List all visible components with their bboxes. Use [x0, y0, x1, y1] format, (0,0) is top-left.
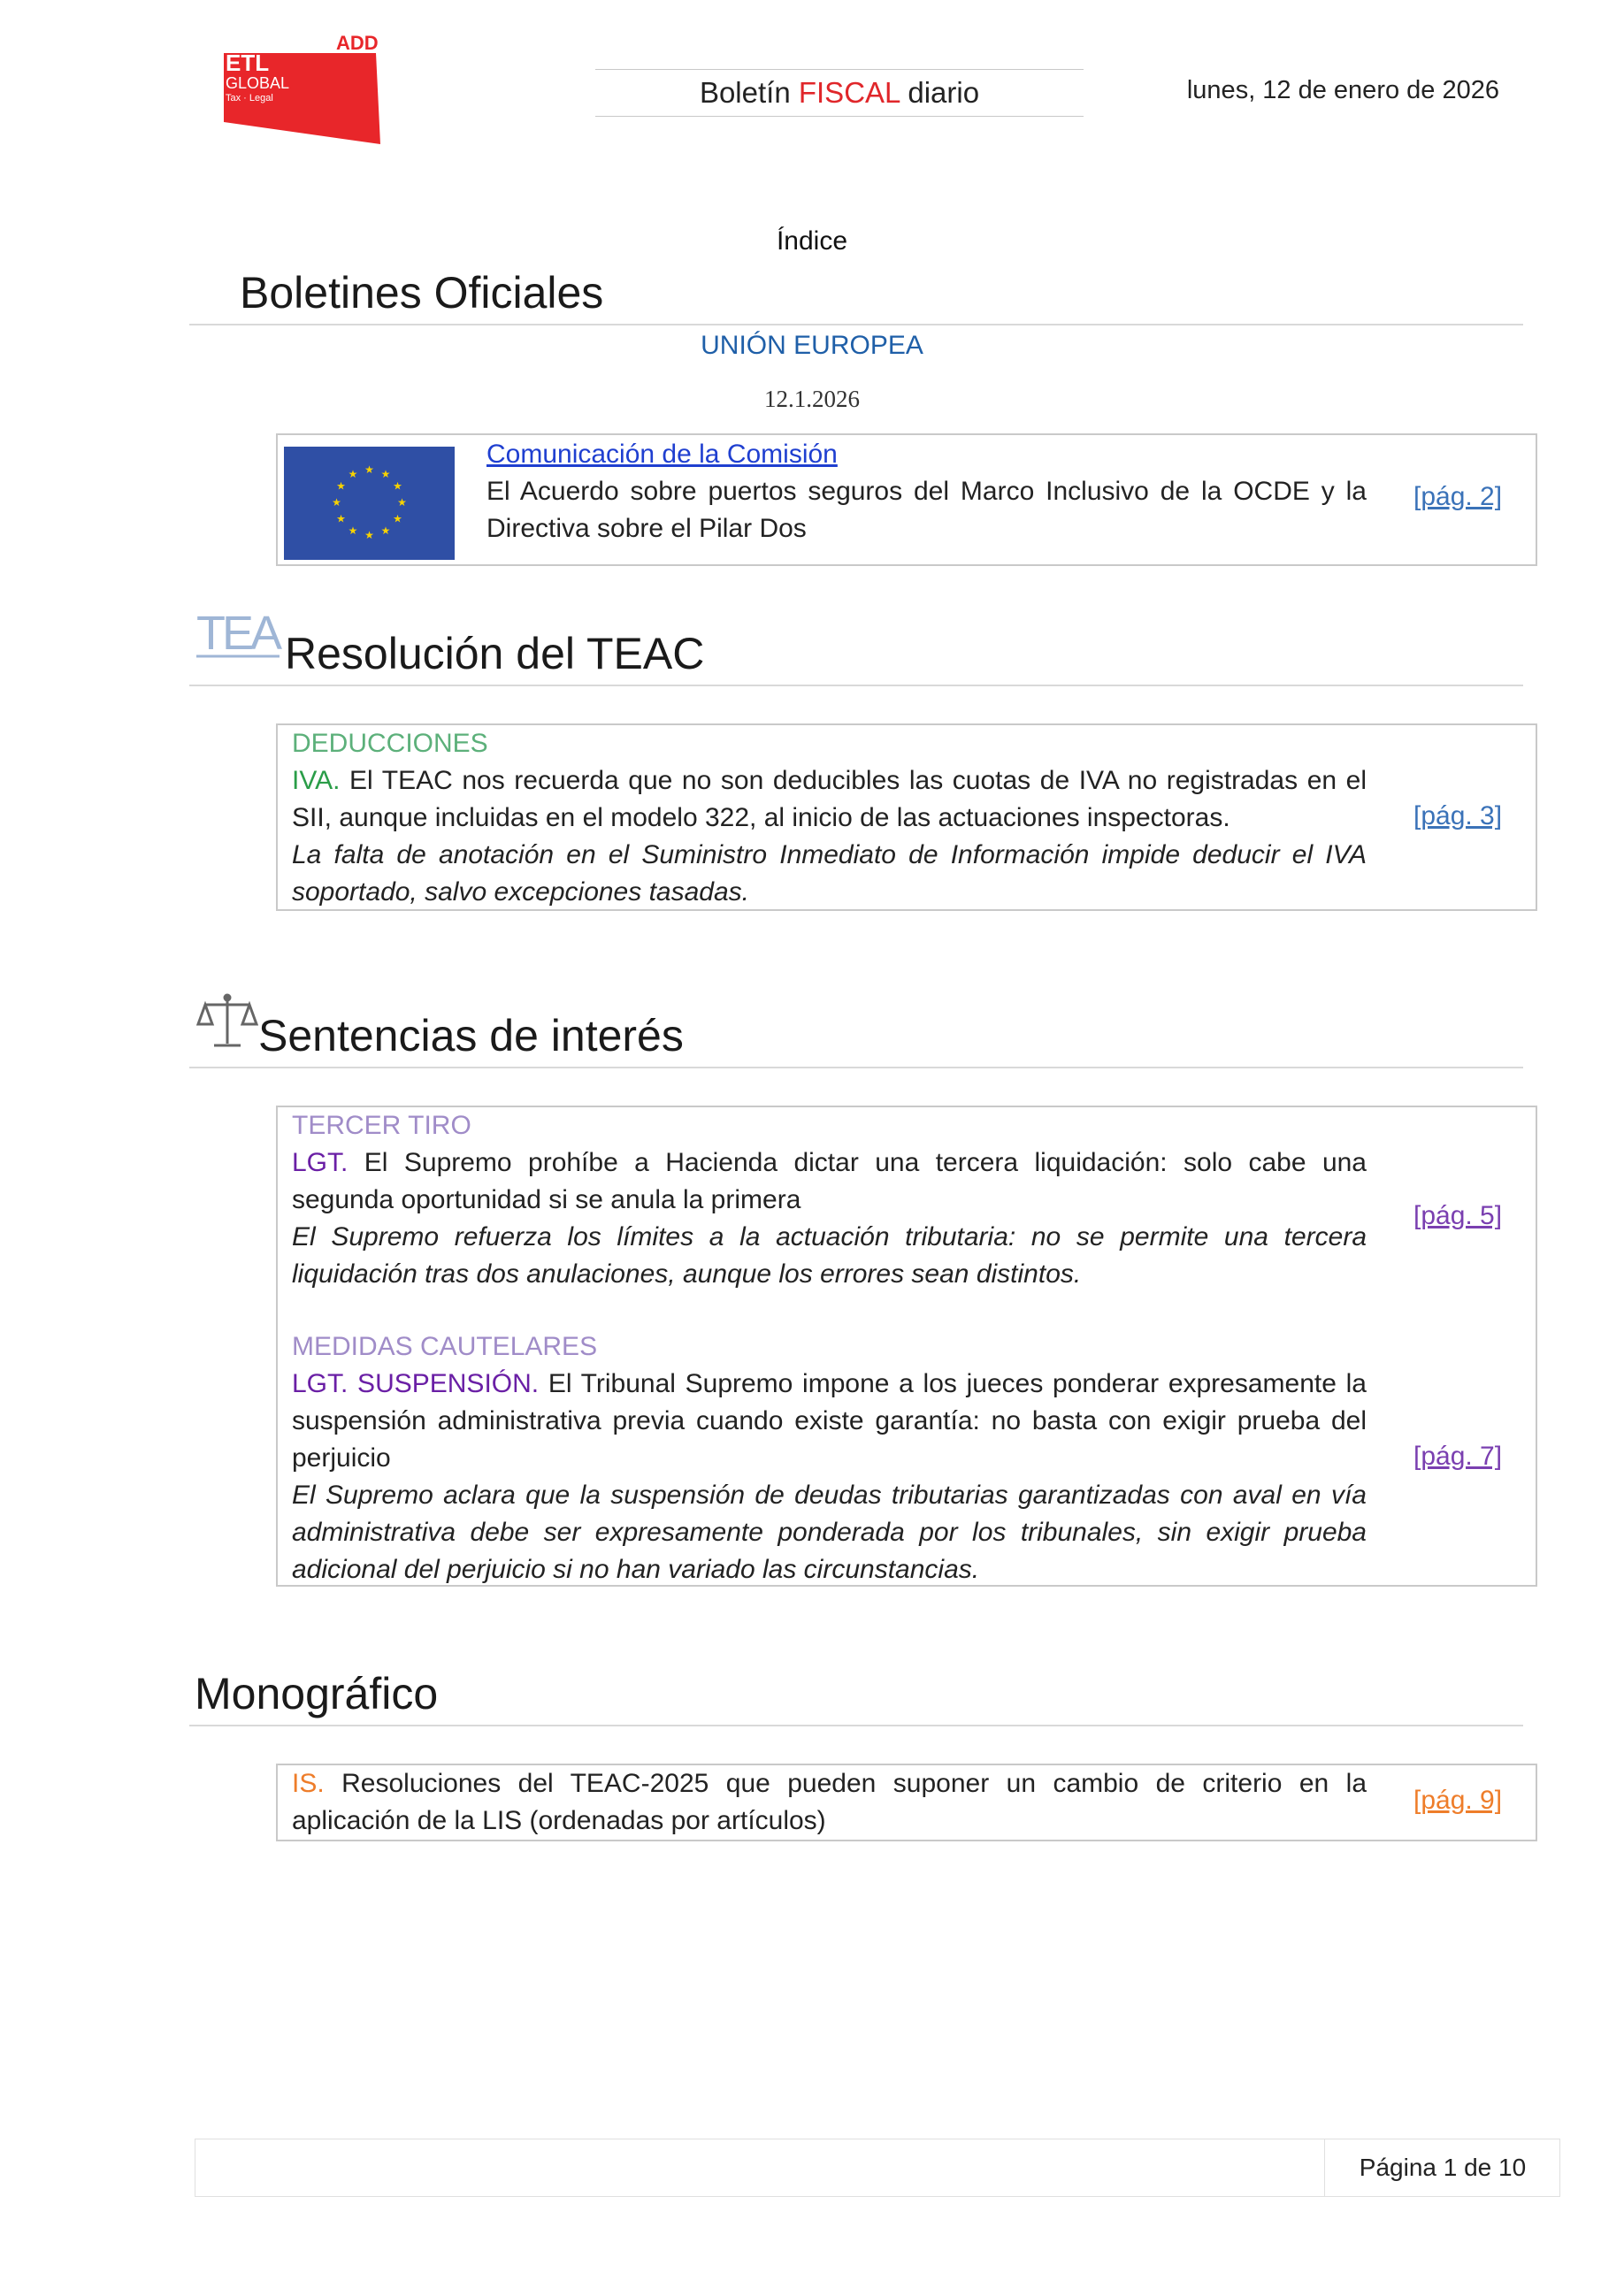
entry-headline: El Supremo prohíbe a Hacienda dictar una tercera liquidación: solo cabe una segunda oportunidad si se anula la primera — [292, 1148, 1367, 1214]
svg-text:★: ★ — [364, 529, 374, 541]
svg-text:★: ★ — [393, 479, 402, 493]
tax-tag: LGT. SUSPENSIÓN. — [292, 1369, 540, 1398]
section-title-monografico: Monográfico — [195, 1669, 439, 1718]
category-label: TERCER TIRO — [292, 1111, 471, 1140]
logo-global-text: GLOBAL — [226, 74, 290, 92]
comunicacion-comision-link[interactable]: Comunicación de la Comisión — [486, 440, 838, 469]
section-title-boletines: Boletines Oficiales — [240, 268, 604, 318]
publication-date: 12.1.2026 — [764, 386, 860, 412]
svg-text:★: ★ — [380, 468, 391, 480]
section-title-sentencias: Sentencias de interés — [258, 1011, 684, 1060]
scales-of-justice-icon — [196, 991, 258, 1052]
sentencia-entry-1 — [292, 1107, 1367, 1293]
eu-flag-icon — [284, 447, 455, 560]
section-title-teac: Resolución del TEAC — [285, 629, 705, 678]
region-label: UNIÓN EUROPEA — [701, 331, 923, 360]
bulletin-title — [595, 69, 1084, 117]
entry-summary: La falta de anotación en el Suministro Inmediato de Información impide deducir el IVA soportado, salvo excepciones tasadas. — [292, 840, 1367, 907]
section-divider — [189, 1725, 1523, 1726]
page-link-5[interactable]: [pág. 5] — [1413, 1201, 1503, 1230]
svg-text:★: ★ — [397, 496, 407, 509]
svg-text:★: ★ — [380, 524, 391, 537]
etl-global-logo — [208, 34, 385, 144]
svg-text:★: ★ — [336, 479, 346, 493]
svg-text:★: ★ — [348, 468, 358, 480]
page-link-3[interactable]: [pág. 3] — [1413, 801, 1503, 830]
entry-headline: Resoluciones del TEAC-2025 que pueden suponer un cambio de criterio en la aplicación de la LIS (ordenadas por artículos) — [292, 1769, 1367, 1835]
svg-text:★: ★ — [336, 512, 346, 525]
index-title: Índice — [776, 226, 848, 256]
page-link-9[interactable]: [pág. 9] — [1413, 1786, 1503, 1815]
bulletin-title-post: diario — [900, 76, 980, 109]
sentencia-entry-2 — [292, 1328, 1367, 1588]
entry-summary: El Supremo refuerza los límites a la actuación tributaria: no se permite una tercera liquidación tras dos anulaciones, aunque los errores sean distintos. — [292, 1222, 1367, 1289]
entry-headline: El TEAC nos recuerda que no son deducibles las cuotas de IVA no registradas en el SII, aunque incluidas en el modelo 322, al inicio de las actuaciones inspectoras. — [292, 766, 1367, 832]
tax-tag: LGT. — [292, 1148, 349, 1177]
svg-text:★: ★ — [348, 524, 358, 537]
teac-entry — [292, 725, 1367, 911]
svg-text:★: ★ — [364, 463, 374, 476]
boletin-entry-text: El Acuerdo sobre puertos seguros del Marco Inclusivo de la OCDE y la Directiva sobre el Pilar Dos — [486, 477, 1367, 543]
category-label: MEDIDAS CAUTELARES — [292, 1332, 598, 1361]
section-divider — [189, 685, 1523, 686]
logo-etl-text: ETL — [226, 50, 270, 76]
tax-tag: IVA. — [292, 766, 341, 795]
page-link-7[interactable]: [pág. 7] — [1413, 1442, 1503, 1471]
svg-text:★: ★ — [332, 496, 341, 509]
page-number: Página 1 de 10 — [1324, 2139, 1560, 2197]
tax-tag: IS. — [292, 1769, 325, 1798]
monografico-entry — [292, 1765, 1367, 1840]
bulletin-title-pre: Boletín — [699, 76, 799, 109]
bulletin-title-fiscal: FISCAL — [798, 76, 900, 109]
category-label: DEDUCCIONES — [292, 729, 488, 758]
bulletin-date: lunes, 12 de enero de 2026 — [1186, 76, 1499, 104]
teac-logo-text: TEA — [196, 610, 280, 660]
page-link-2[interactable]: [pág. 2] — [1413, 482, 1503, 511]
teac-logo-icon — [195, 610, 283, 663]
entry-headline: El Tribunal Supremo impone a los jueces ponderar expresamente la suspensión administrativa previa cuando existe garantía: no basta con exigir prueba del perjuicio — [292, 1369, 1367, 1473]
section-divider — [189, 1067, 1523, 1068]
svg-text:★: ★ — [393, 512, 402, 525]
section-divider — [189, 324, 1523, 325]
logo-add-text: ADD — [336, 34, 379, 54]
entry-summary: El Supremo aclara que la suspensión de deudas tributarias garantizadas con aval en vía administrativa debe ser expresamente ponderada por los tribunales, sin exigir prueba adicional del perjuicio si no han variado las circunstancias. — [292, 1481, 1367, 1584]
logo-tax-text: Tax · Legal — [226, 93, 273, 103]
